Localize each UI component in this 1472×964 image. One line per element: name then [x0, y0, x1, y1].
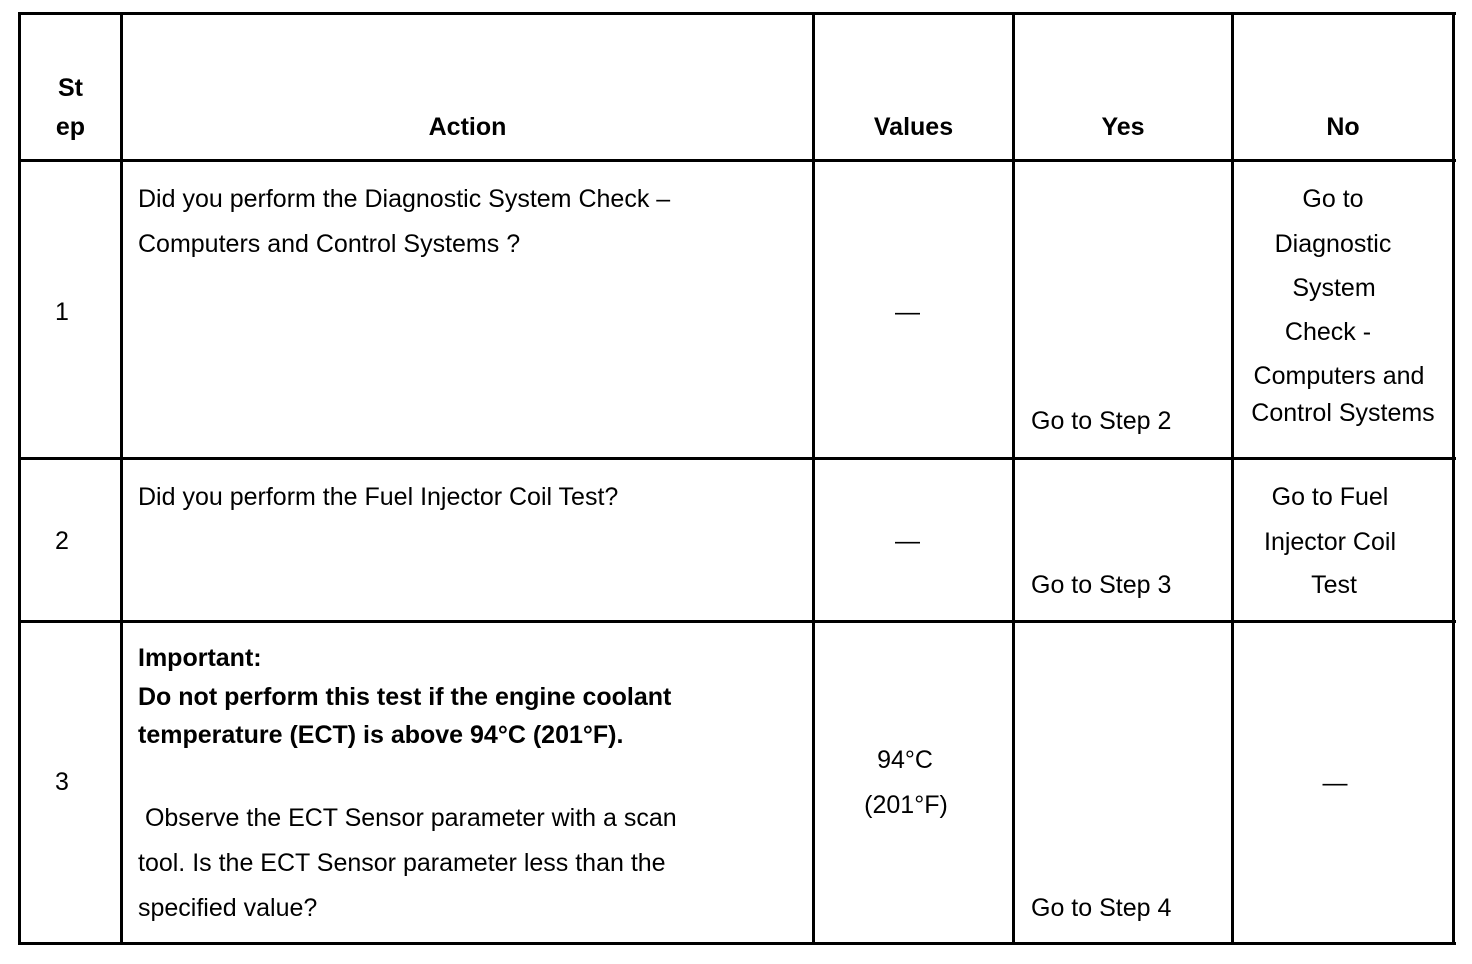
row3-important-line2: temperature (ECT) is above 94°C (201°F). [138, 721, 624, 749]
row3-step: 3 [55, 768, 69, 796]
row3-action-line3: specified value? [138, 894, 318, 922]
row1-step: 1 [55, 298, 69, 326]
row-divider-2 [18, 620, 1456, 623]
row2-no-line1: Go to Fuel [1271, 483, 1389, 511]
header-values: Values [873, 113, 954, 141]
row3-yes: Go to Step 4 [1031, 894, 1172, 922]
row3-value-line1: 94°C [877, 746, 933, 774]
col-divider-yes-no [1231, 12, 1234, 945]
row1-value: — [895, 298, 920, 326]
row3-action-line2: tool. Is the ECT Sensor parameter less than the [138, 849, 666, 877]
row1-no-line6: Control Systems [1251, 399, 1435, 427]
row1-no-line5: Computers and [1253, 362, 1425, 390]
row2-step: 2 [55, 527, 69, 555]
row1-no-line1: Go to [1302, 185, 1364, 213]
row1-yes: Go to Step 2 [1031, 407, 1172, 435]
header-step-line1: St [58, 74, 83, 102]
row1-no-line3: System [1292, 274, 1376, 302]
row3-no: — [1322, 769, 1348, 797]
row1-no-line2: Diagnostic [1274, 230, 1392, 258]
col-divider-step-action [120, 12, 123, 945]
row3-important-line1: Do not perform this test if the engine coolant [138, 683, 672, 711]
row2-value: — [895, 527, 920, 555]
row1-action-line1: Did you perform the Diagnostic System Check – [138, 185, 671, 213]
header-no: No [1326, 113, 1360, 141]
row1-no-line4: Check - [1284, 318, 1372, 346]
row1-action-line2: Computers and Control Systems ? [138, 230, 521, 258]
row2-no-line3: Test [1311, 571, 1357, 599]
header-yes: Yes [1101, 113, 1145, 141]
col-divider-values-yes [1012, 12, 1015, 945]
header-divider [18, 159, 1456, 162]
table-border-left [18, 12, 21, 945]
row3-action-line1: Observe the ECT Sensor parameter with a scan [138, 804, 677, 832]
row3-important-label: Important: [138, 644, 262, 672]
row3-value-line2: (201°F) [864, 791, 948, 819]
row-divider-1 [18, 457, 1456, 460]
table-border-top [18, 12, 1456, 15]
header-action: Action [428, 113, 507, 141]
row2-action-line1: Did you perform the Fuel Injector Coil Test? [138, 483, 619, 511]
table-border-bottom [18, 942, 1456, 945]
header-step-line2: ep [55, 113, 86, 141]
table-border-right [1452, 12, 1455, 945]
row2-yes: Go to Step 3 [1031, 571, 1172, 599]
row2-no-line2: Injector Coil [1264, 528, 1396, 556]
